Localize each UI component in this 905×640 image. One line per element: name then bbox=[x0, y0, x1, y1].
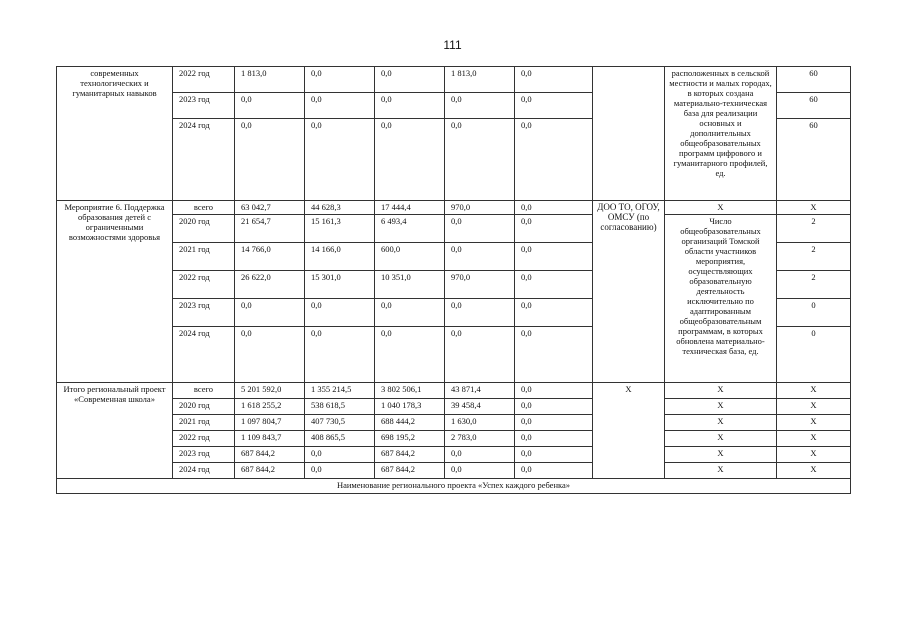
value-cell: X bbox=[777, 415, 851, 431]
federal-cell: 1 355 214,5 bbox=[305, 383, 375, 399]
table-row bbox=[57, 415, 851, 431]
value-cell: 60 bbox=[777, 67, 851, 93]
activity-name: Итого региональный проект «Современная школа» bbox=[57, 383, 173, 479]
local-cell: 0,0 bbox=[445, 299, 515, 327]
total-cell: 14 766,0 bbox=[235, 243, 305, 271]
table-row bbox=[57, 201, 851, 215]
extra-cell: 0,0 bbox=[515, 415, 593, 431]
value-cell: X bbox=[777, 399, 851, 415]
executor-cell: ДОО ТО, ОГОУ, ОМСУ (по согласованию) bbox=[593, 201, 665, 383]
local-cell: 43 871,4 bbox=[445, 383, 515, 399]
year-cell: 2020 год bbox=[173, 399, 235, 415]
year-cell: 2022 год bbox=[173, 67, 235, 93]
total-cell: 21 654,7 bbox=[235, 215, 305, 243]
federal-cell: 408 865,5 bbox=[305, 431, 375, 447]
local-cell: 0,0 bbox=[445, 463, 515, 479]
regional-cell: 10 351,0 bbox=[375, 271, 445, 299]
federal-cell: 15 301,0 bbox=[305, 271, 375, 299]
regional-cell: 0,0 bbox=[375, 93, 445, 119]
extra-cell: 0,0 bbox=[515, 299, 593, 327]
indicator-cell: расположенных в сельской местности и малых городах, в которых создана материально-техническая база для реализации основных и дополнительных общеобразовательных программ цифрового и гуманитарного профилей, ед. bbox=[665, 67, 777, 201]
regional-cell: 0,0 bbox=[375, 119, 445, 201]
year-cell: 2023 год bbox=[173, 93, 235, 119]
extra-cell: 0,0 bbox=[515, 447, 593, 463]
year-cell: 2021 год bbox=[173, 243, 235, 271]
local-cell: 2 783,0 bbox=[445, 431, 515, 447]
federal-cell: 14 166,0 bbox=[305, 243, 375, 271]
executor-cell: X bbox=[593, 383, 665, 479]
regional-cell: 17 444,4 bbox=[375, 201, 445, 215]
executor-cell bbox=[593, 67, 665, 201]
value-cell: 0 bbox=[777, 299, 851, 327]
federal-cell: 0,0 bbox=[305, 119, 375, 201]
activity-name: современных технологических и гуманитарных навыков bbox=[57, 67, 173, 201]
extra-cell: 0,0 bbox=[515, 463, 593, 479]
table-row bbox=[57, 479, 851, 494]
year-cell: 2024 год bbox=[173, 463, 235, 479]
table-row bbox=[57, 215, 851, 243]
value-cell: X bbox=[777, 463, 851, 479]
year-cell: 2023 год bbox=[173, 447, 235, 463]
value-cell: X bbox=[777, 431, 851, 447]
local-cell: 0,0 bbox=[445, 119, 515, 201]
total-cell: 687 844,2 bbox=[235, 447, 305, 463]
year-cell: всего bbox=[173, 383, 235, 399]
local-cell: 1 630,0 bbox=[445, 415, 515, 431]
total-cell: 5 201 592,0 bbox=[235, 383, 305, 399]
extra-cell: 0,0 bbox=[515, 215, 593, 243]
federal-cell: 15 161,3 bbox=[305, 215, 375, 243]
value-cell: 60 bbox=[777, 93, 851, 119]
regional-cell: 698 195,2 bbox=[375, 431, 445, 447]
federal-cell: 0,0 bbox=[305, 463, 375, 479]
value-cell: X bbox=[777, 447, 851, 463]
local-cell: 0,0 bbox=[445, 93, 515, 119]
year-cell: всего bbox=[173, 201, 235, 215]
federal-cell: 538 618,5 bbox=[305, 399, 375, 415]
local-cell: 0,0 bbox=[445, 447, 515, 463]
local-cell: 1 813,0 bbox=[445, 67, 515, 93]
year-cell: 2024 год bbox=[173, 119, 235, 201]
value-cell: X bbox=[777, 383, 851, 399]
total-cell: 26 622,0 bbox=[235, 271, 305, 299]
regional-cell: 0,0 bbox=[375, 327, 445, 383]
local-cell: 0,0 bbox=[445, 215, 515, 243]
year-cell: 2024 год bbox=[173, 327, 235, 383]
regional-cell: 688 444,2 bbox=[375, 415, 445, 431]
indicator-cell: Число общеобразовательных организаций Томской области участников мероприятия, осуществляющих образовательную деятельность исключительно по адаптированным общеобразовательным программам, в которых обновлена материально-техническая база, ед. bbox=[665, 215, 777, 383]
value-cell: 2 bbox=[777, 215, 851, 243]
value-cell: 0 bbox=[777, 327, 851, 383]
extra-cell: 0,0 bbox=[515, 431, 593, 447]
total-cell: 1 618 255,2 bbox=[235, 399, 305, 415]
activity-name: Мероприятие 6. Поддержка образования детей с ограниченными возможностями здоровья bbox=[57, 201, 173, 383]
regional-cell: 0,0 bbox=[375, 67, 445, 93]
value-cell: 60 bbox=[777, 119, 851, 201]
extra-cell: 0,0 bbox=[515, 201, 593, 215]
regional-cell: 3 802 506,1 bbox=[375, 383, 445, 399]
regional-cell: 1 040 178,3 bbox=[375, 399, 445, 415]
table-row bbox=[57, 431, 851, 447]
regional-cell: 6 493,4 bbox=[375, 215, 445, 243]
indicator-cell: X bbox=[665, 415, 777, 431]
extra-cell: 0,0 bbox=[515, 67, 593, 93]
extra-cell: 0,0 bbox=[515, 119, 593, 201]
federal-cell: 407 730,5 bbox=[305, 415, 375, 431]
total-cell: 0,0 bbox=[235, 327, 305, 383]
value-cell: 2 bbox=[777, 243, 851, 271]
total-cell: 1 109 843,7 bbox=[235, 431, 305, 447]
local-cell: 970,0 bbox=[445, 271, 515, 299]
indicator-cell: X bbox=[665, 383, 777, 399]
local-cell: 0,0 bbox=[445, 243, 515, 271]
extra-cell: 0,0 bbox=[515, 271, 593, 299]
regional-cell: 687 844,2 bbox=[375, 447, 445, 463]
regional-cell: 0,0 bbox=[375, 299, 445, 327]
year-cell: 2020 год bbox=[173, 215, 235, 243]
year-cell: 2021 год bbox=[173, 415, 235, 431]
table-row bbox=[57, 383, 851, 399]
federal-cell: 0,0 bbox=[305, 67, 375, 93]
local-cell: 970,0 bbox=[445, 201, 515, 215]
year-cell: 2022 год bbox=[173, 271, 235, 299]
local-cell: 39 458,4 bbox=[445, 399, 515, 415]
indicator-cell: X bbox=[665, 447, 777, 463]
total-cell: 1 097 804,7 bbox=[235, 415, 305, 431]
federal-cell: 0,0 bbox=[305, 327, 375, 383]
table-row bbox=[57, 399, 851, 415]
budget-table bbox=[56, 66, 851, 494]
total-cell: 0,0 bbox=[235, 119, 305, 201]
local-cell: 0,0 bbox=[445, 327, 515, 383]
extra-cell: 0,0 bbox=[515, 327, 593, 383]
indicator-cell: X bbox=[665, 399, 777, 415]
value-cell: X bbox=[777, 201, 851, 215]
year-cell: 2023 год bbox=[173, 299, 235, 327]
table-row bbox=[57, 67, 851, 93]
federal-cell: 0,0 bbox=[305, 299, 375, 327]
extra-cell: 0,0 bbox=[515, 383, 593, 399]
indicator-cell: X bbox=[665, 463, 777, 479]
project-heading: Наименование регионального проекта «Успех каждого ребенка» bbox=[57, 479, 851, 494]
total-cell: 1 813,0 bbox=[235, 67, 305, 93]
year-cell: 2022 год bbox=[173, 431, 235, 447]
extra-cell: 0,0 bbox=[515, 399, 593, 415]
page-number: 111 bbox=[443, 38, 462, 52]
table-row bbox=[57, 447, 851, 463]
extra-cell: 0,0 bbox=[515, 243, 593, 271]
federal-cell: 44 628,3 bbox=[305, 201, 375, 215]
federal-cell: 0,0 bbox=[305, 93, 375, 119]
regional-cell: 600,0 bbox=[375, 243, 445, 271]
extra-cell: 0,0 bbox=[515, 93, 593, 119]
table-row bbox=[57, 463, 851, 479]
total-cell: 0,0 bbox=[235, 299, 305, 327]
regional-cell: 687 844,2 bbox=[375, 463, 445, 479]
federal-cell: 0,0 bbox=[305, 447, 375, 463]
total-cell: 687 844,2 bbox=[235, 463, 305, 479]
indicator-cell: X bbox=[665, 201, 777, 215]
indicator-cell: X bbox=[665, 431, 777, 447]
value-cell: 2 bbox=[777, 271, 851, 299]
total-cell: 0,0 bbox=[235, 93, 305, 119]
total-cell: 63 042,7 bbox=[235, 201, 305, 215]
